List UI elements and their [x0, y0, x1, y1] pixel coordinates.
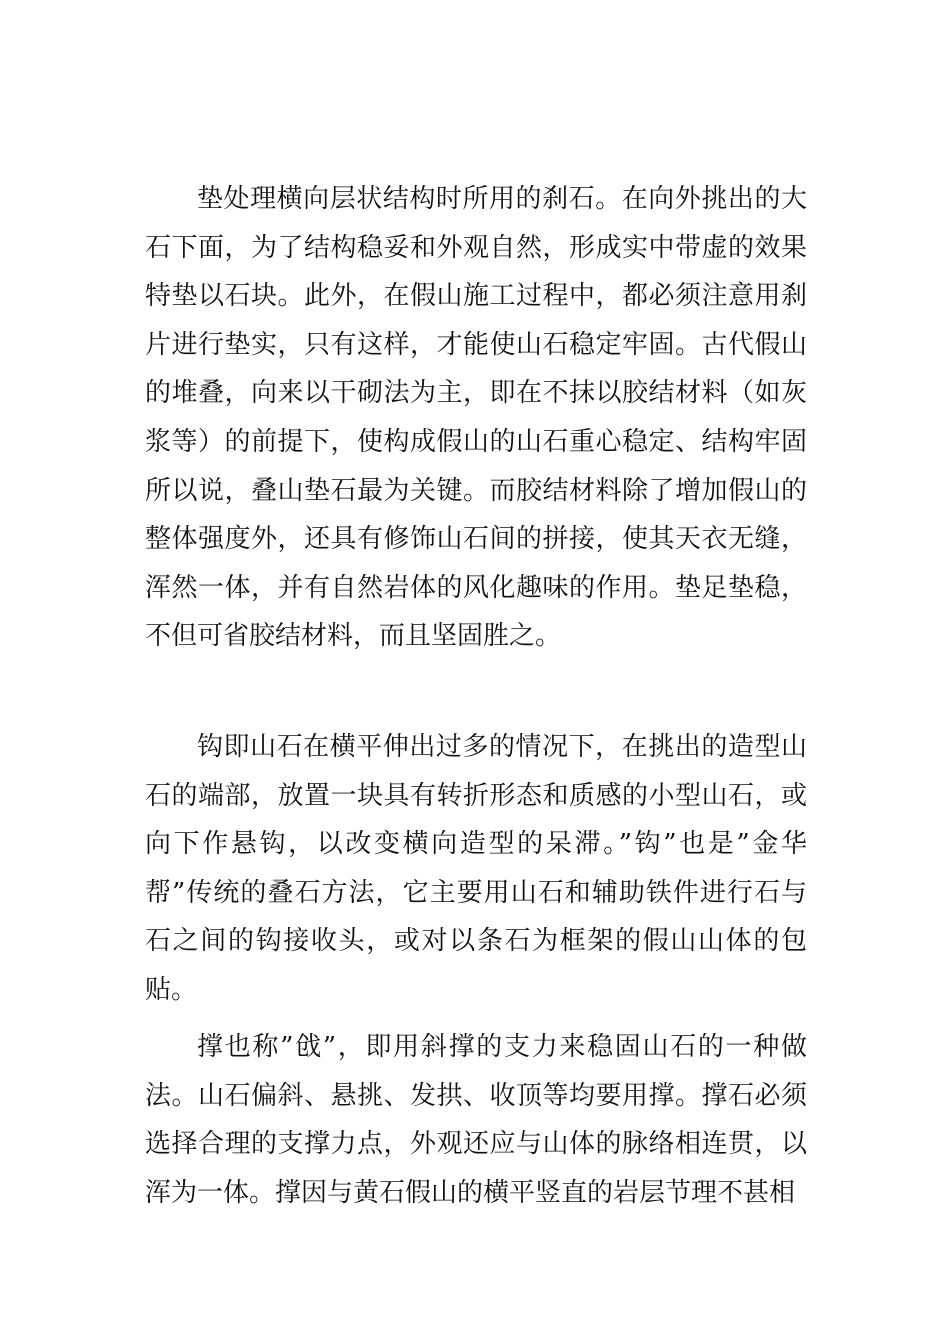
paragraph-padding-stone: 垫处理横向层状结构时所用的刹石。在向外挑出的大石下面，为了结构稳妥和外观自然，形成实中带虚的效果特垫以石块。此外，在假山施工过程中，都必须注意用刹片进行垫实，只有这样，才能使山石稳定牢固。古代假山的堆叠，向来以干砌法为主，即在不抹以胶结材料（如灰浆等）的前提下，使构成假山的山石重心稳定、结构牢固所以说，叠山垫石最为关键。而胶结材料除了增加假山的整体强度外，还具有修饰山石间的拼接，使其天衣无缝，浑然一体，并有自然岩体的风化趣味的作用。垫足垫稳，不但可省胶结材料，而且坚固胜之。 [145, 184, 807, 652]
paragraph-hook-method: 钩即山石在横平伸出过多的情况下，在挑出的造型山石的端部，放置一块具有转折形态和质感的小型山石，或向下作悬钩，以改变横向造型的呆滞。”钩”也是”金华帮”传统的叠石方法，它主要用山石和辅助铁件进行石与石之间的钩接收头，或对以条石为框架的假山山体的包贴。 [145, 732, 807, 1005]
paragraph-brace-method: 撑也称”戗”，即用斜撑的支力来稳固山石的一种做法。山石偏斜、悬挑、发拱、收顶等均要用撑。撑石必须选择合理的支撑力点，外观还应与山体的脉络相连贯，以浑为一体。撑因与黄石假山的横平竖直的岩层节理不甚相 [145, 1032, 807, 1208]
